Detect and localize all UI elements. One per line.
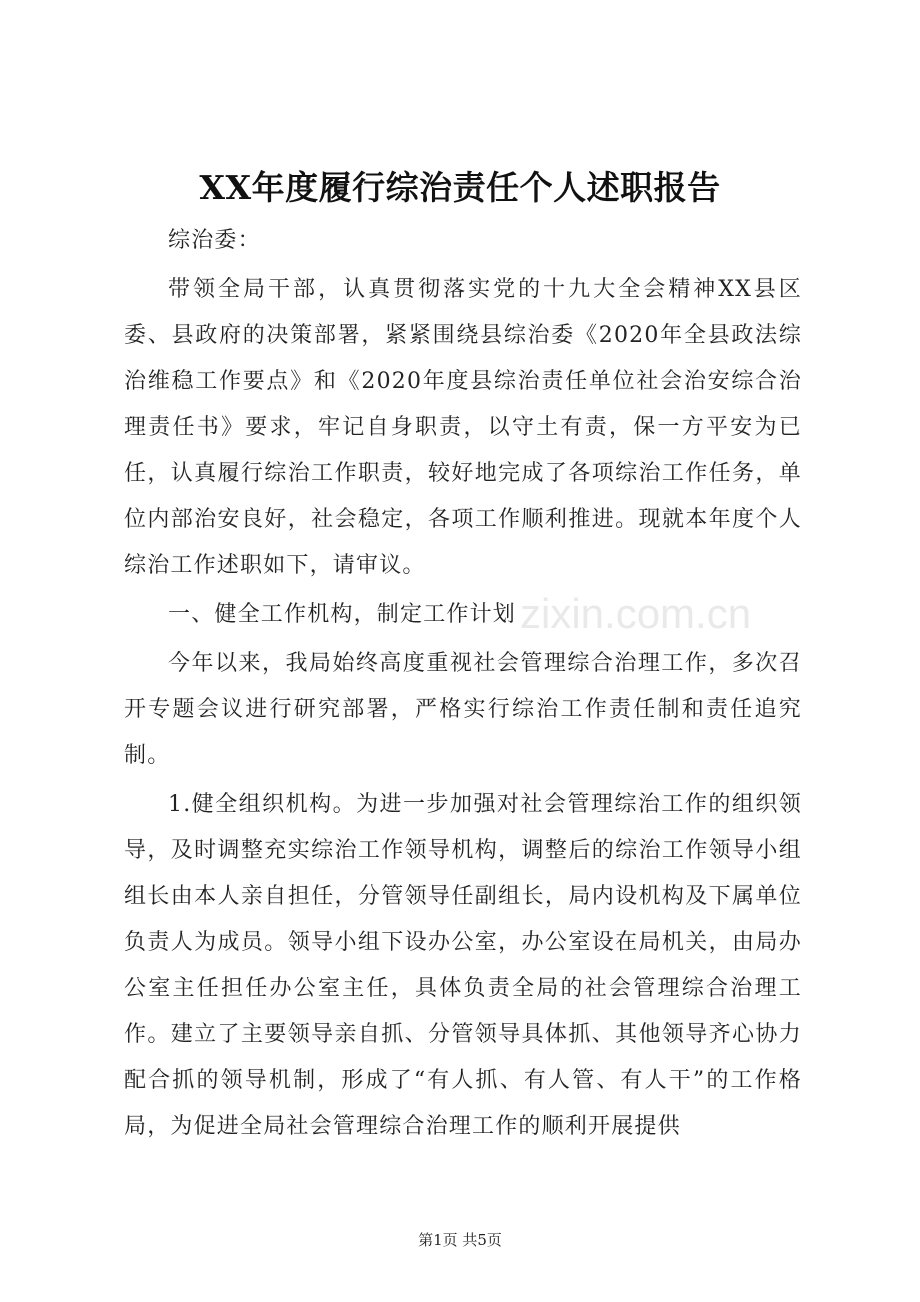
document-body [124,218,802,1153]
section-paragraph: 今年以来，我局始终高度重视社会管理综合治理工作，多次召开专题会议进行研究部署，严格实行综治工作责任制和责任追究制。 [124,651,802,768]
watermark-logo: zixin.com.cn [520,590,752,637]
salutation-paragraph: 综治委： [168,228,261,253]
item-paragraph: 1.健全组织机构。为进一步加强对社会管理综治工作的组织领导，及时调整充实综治工作领导机构，调整后的综治工作领导小组组长由本人亲自担任，分管领导任副组长，局内设机构及下属单位负责人为成员。领导小组下设办公室，办公室设在局机关，由局办公室主任担任办公室主任，具体负责全局的社会管理综合治理工作。建立了主要领导亲自抓、分管领导具体抓、其他领导齐心协力配合抓的领导机制，形成了“有人抓、有人管、有人干”的工作格局，为促进全局社会管理综合治理工作的顺利开展提供 [124,792,802,1139]
intro-paragraph: 带领全局干部，认真贯彻落实党的十九大全会精神XX县区委、县政府的决策部署，紧紧围绕县综治委《2020年全县政法综治维稳工作要点》和《2020年度县综治责任单位社会治安综合治理责任书》要求，牢记自身职责，以守土有责，保一方平安为已任，认真履行综治工作职责，较好地完成了各项综治工作任务，单位内部治安良好，社会稳定，各项工作顺利推进。现就本年度个人综治工作述职如下，请审议。 [124,277,802,578]
document-title: XX年度履行综治责任个人述职报告 [199,168,721,207]
page-footer: 第1页 共5页 [418,1231,502,1249]
section-heading: 一、健全工作机构，制定工作计划 [168,602,517,627]
